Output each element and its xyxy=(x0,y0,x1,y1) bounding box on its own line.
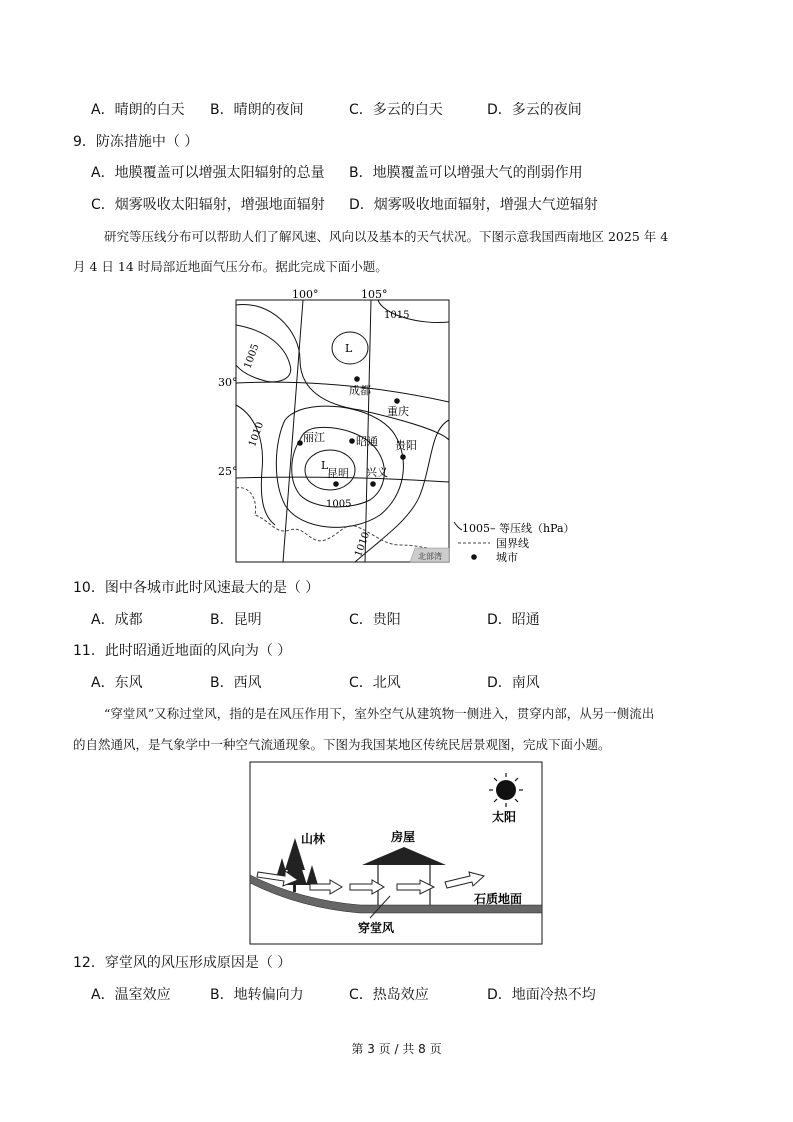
isobar-label-1010-west: 1010 xyxy=(247,420,267,449)
city-label-chongqing: 重庆 xyxy=(387,405,409,418)
page-footer: 第 3 页 / 共 8 页 xyxy=(351,1042,442,1056)
lat-label-25: 25° xyxy=(218,465,238,478)
q11-option-d: D．南风 xyxy=(487,675,540,691)
q9-option-a: A．地膜覆盖可以增强太阳辐射的总量 xyxy=(91,165,325,181)
q8-option-b: B．晴朗的夜间 xyxy=(210,102,304,118)
forest-label: 山林 xyxy=(301,832,326,846)
isobar-label-1005-south: 1005 xyxy=(326,499,352,510)
wind-label: 穿堂风 xyxy=(358,921,395,935)
q9-stem: 9．防冻措施中（ ） xyxy=(73,134,199,150)
city-label-xingyi: 兴义 xyxy=(366,466,388,479)
city-label-guiyang: 贵阳 xyxy=(395,439,417,452)
q10-stem: 10．图中各城市此时风速最大的是（ ） xyxy=(73,580,320,596)
q9-option-b: B．地膜覆盖可以增强大气的削弱作用 xyxy=(349,165,583,181)
q10-option-a: A．成都 xyxy=(91,612,143,628)
isobar-label-1015: 1015 xyxy=(384,310,410,321)
legend-isobar: 1005– 等压线（hPa） xyxy=(462,522,575,535)
q12-option-b: B．地转偏向力 xyxy=(210,987,304,1003)
q11-option-b: B．西风 xyxy=(210,675,262,691)
gulf-label: 北部湾 xyxy=(418,552,442,561)
lon-label-105: 105° xyxy=(361,288,388,301)
house-illustration xyxy=(249,761,545,947)
ground-label: 石质地面 xyxy=(474,892,523,906)
passage2-line2: 的自然通风，是气象学中一种空气流通现象。下图为我国某地区传统民居景观图，完成下面小题。 xyxy=(73,737,611,752)
q8-option-d: D．多云的夜间 xyxy=(487,102,582,118)
low-label-north: L xyxy=(345,342,353,355)
q10-option-c: C．贵阳 xyxy=(349,612,401,628)
house-label: 房屋 xyxy=(391,830,416,844)
legend-border: 国界线 xyxy=(496,537,529,550)
q9-option-d: D．烟雾吸收地面辐射，增强大气逆辐射 xyxy=(349,197,598,213)
passage1-line1: 研究等压线分布可以帮助人们了解风速、风向以及基本的天气状况。下图示意我国西南地区 2025 年 4 xyxy=(104,229,669,244)
legend-city: 城市 xyxy=(496,551,518,564)
isobar-map xyxy=(218,286,595,568)
q11-option-c: C．北风 xyxy=(349,675,401,691)
q12-stem: 12．穿堂风的风压形成原因是（ ） xyxy=(73,955,292,971)
q8-option-c: C．多云的白天 xyxy=(349,102,443,118)
q8-option-a: A．晴朗的白天 xyxy=(91,102,185,118)
q11-stem: 11．此时昭通近地面的风向为（ ） xyxy=(73,643,292,659)
q10-option-b: B．昆明 xyxy=(210,612,262,628)
passage2-line1: “穿堂风”又称过堂风，指的是在风压作用下，室外空气从建筑物一侧进入，贯穿内部，从另一侧流出 xyxy=(104,706,655,721)
isobar-label-1010-south: 1010 xyxy=(353,530,373,559)
low-label-south: L xyxy=(321,459,329,472)
q10-option-d: D．昭通 xyxy=(487,612,540,628)
q12-option-a: A．温室效应 xyxy=(91,987,171,1003)
city-label-kunming: 昆明 xyxy=(327,467,349,480)
lat-label-30: 30° xyxy=(218,376,238,389)
q11-option-a: A．东风 xyxy=(91,675,143,691)
q12-option-c: C．热岛效应 xyxy=(349,987,429,1003)
sun-label: 太阳 xyxy=(492,810,517,824)
isobar-label-1005-west: 1005 xyxy=(242,342,262,371)
city-label-zhaotong: 昭通 xyxy=(356,435,378,448)
q12-option-d: D．地面冷热不均 xyxy=(487,987,596,1003)
passage1-line2: 月 4 日 14 时局部近地面气压分布。据此完成下面小题。 xyxy=(73,259,388,274)
lon-label-100: 100° xyxy=(292,288,319,301)
q9-option-c: C．烟雾吸收太阳辐射，增强地面辐射 xyxy=(91,197,325,213)
city-label-lijiang: 丽江 xyxy=(303,431,325,444)
city-label-chengdu: 成都 xyxy=(349,384,371,397)
